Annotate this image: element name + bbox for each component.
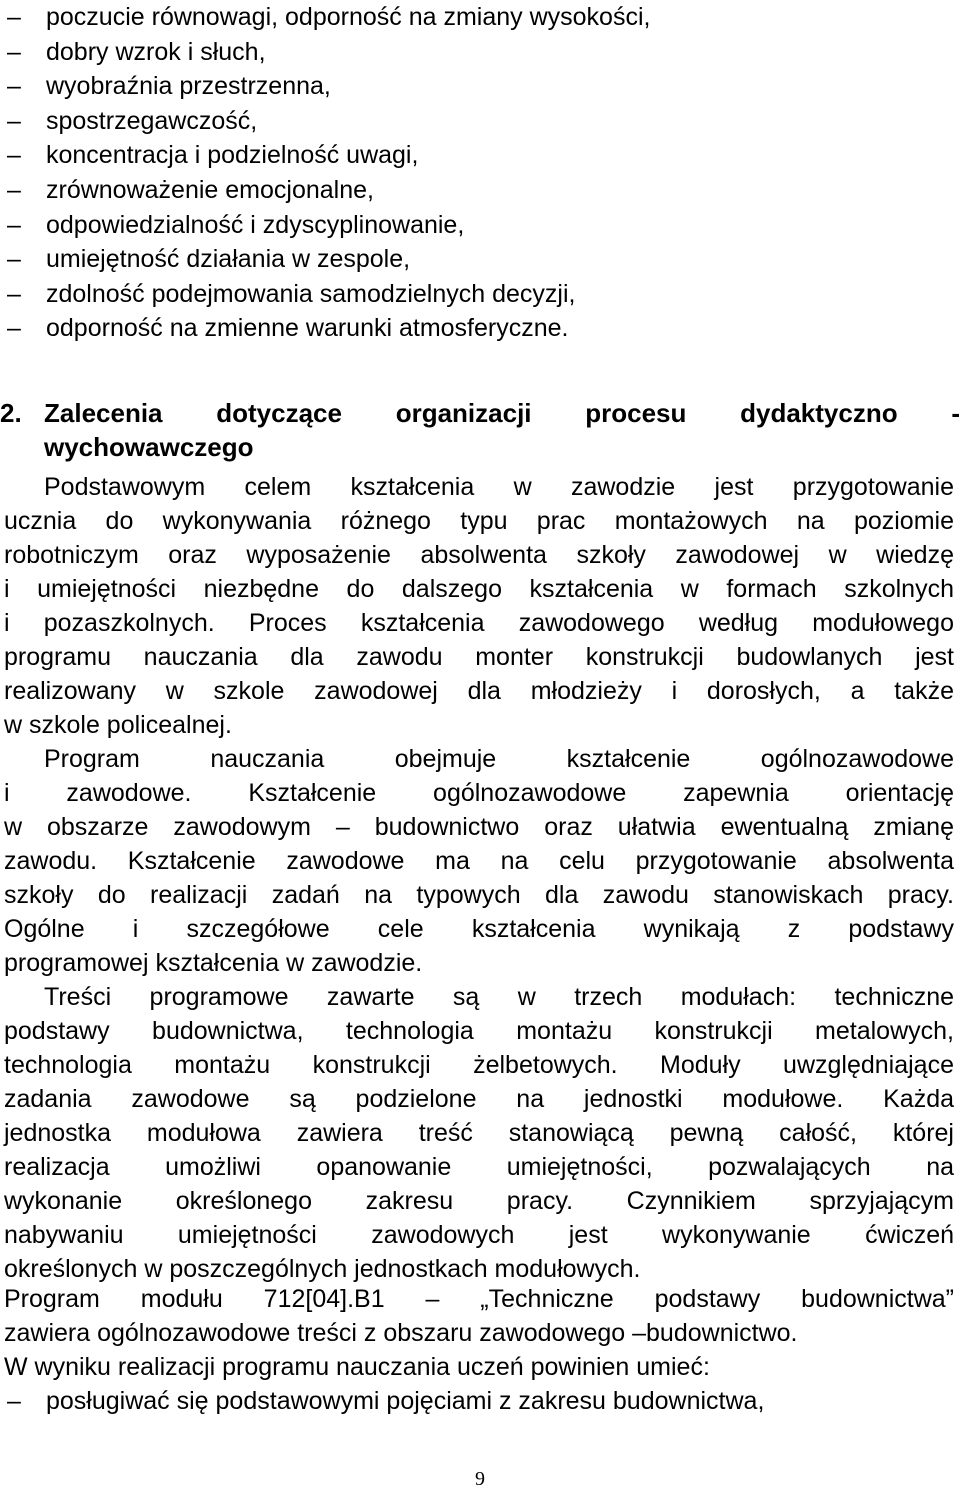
list-item-text: spostrzegawczość, <box>46 106 258 135</box>
paragraph-line: i pozaszkolnych. Proces kształcenia zawodowego według modułowego <box>4 609 954 637</box>
paragraph-line: nabywaniu umiejętności zawodowych jest wykonywanie ćwiczeń <box>4 1221 954 1249</box>
outcomes-list <box>0 1384 960 1419</box>
paragraph-line: szkoły do realizacji zadań na typowych dla zawodu stanowiskach pracy. <box>4 881 954 909</box>
paragraph-line: zadania zawodowe są podzielone na jednostki modułowe. Każda <box>4 1085 954 1113</box>
list-item <box>0 1384 960 1419</box>
list-item-text: zdolność podejmowania samodzielnych decyzji, <box>46 279 576 308</box>
paragraph-line: Program nauczania obejmuje kształcenie ogólnozawodowe <box>44 745 954 773</box>
section-number: 2. <box>0 398 22 428</box>
paragraph-module-program <box>4 1282 954 1350</box>
list-dash: – <box>7 141 21 170</box>
list-item <box>0 104 960 139</box>
list-item <box>0 311 960 346</box>
section-title-line: wychowawczego <box>44 432 254 462</box>
list-dash: – <box>7 3 21 31</box>
paragraph-line: jednostka modułowa zawiera treść stanowiącą pewną całość, której <box>4 1119 954 1147</box>
list-dash: – <box>7 72 21 101</box>
list-item <box>0 0 960 35</box>
paragraph-line: realizacja umożliwi opanowanie umiejętności, pozwalających na <box>4 1153 954 1181</box>
paragraph-line: i zawodowe. Kształcenie ogólnozawodowe zapewnia orientację <box>4 779 954 807</box>
paragraph-line: Podstawowym celem kształcenia w zawodzie jest przygotowanie <box>44 473 954 501</box>
list-item-text: umiejętność działania w zespole, <box>46 245 411 274</box>
list-item-text: odpowiedzialność i zdyscyplinowanie, <box>46 210 465 239</box>
list-item <box>0 277 960 312</box>
list-dash: – <box>7 106 21 135</box>
paragraph-line: podstawy budownictwa, technologia montażu konstrukcji metalowych, <box>4 1017 954 1045</box>
paragraph-line: programowej kształcenia w zawodzie. <box>4 949 423 977</box>
section-title-line: Zalecenia dotyczące organizacji procesu dydaktyczno - <box>44 398 960 428</box>
list-item <box>0 69 960 104</box>
list-item-text: zrównoważenie emocjonalne, <box>46 175 374 204</box>
list-item-text: koncentracja i podzielność uwagi, <box>46 141 419 170</box>
list-item <box>0 208 960 243</box>
paragraph-line: Treści programowe zawarte są w trzech modułach: techniczne <box>44 983 954 1011</box>
requirements-list <box>0 0 960 346</box>
list-item-text: odporność na zmienne warunki atmosferyczne. <box>46 314 569 343</box>
paragraph-line: w szkole policealnej. <box>4 711 232 739</box>
paragraph-outcomes-intro <box>4 1350 954 1384</box>
paragraph-line: programu nauczania dla zawodu monter konstrukcji budowlanych jest <box>4 643 954 671</box>
list-item <box>0 35 960 70</box>
paragraph-line: Ogólne i szczegółowe cele kształcenia wynikają z podstawy <box>4 915 954 943</box>
list-dash: – <box>7 314 21 343</box>
paragraph-line: realizowany w szkole zawodowej dla młodzieży i dorosłych, a także <box>4 677 954 705</box>
paragraph-line: zawiera ogólnozawodowe treści z obszaru zawodowego –budownictwo. <box>4 1319 798 1347</box>
list-dash: – <box>7 37 21 66</box>
list-dash: – <box>7 210 21 239</box>
paragraph-line: wykonanie określonego zakresu pracy. Czynnikiem sprzyjającym <box>4 1187 954 1215</box>
paragraph-training-goal <box>4 470 954 742</box>
paragraph-program-content <box>4 980 954 1286</box>
list-item <box>0 173 960 208</box>
paragraph-line: i umiejętności niezbędne do dalszego kształcenia w formach szkolnych <box>4 575 954 603</box>
list-item-text: poczucie równowagi, odporność na zmiany wysokości, <box>46 3 651 31</box>
section-heading <box>0 396 960 464</box>
list-item-text: posługiwać się podstawowymi pojęciami z zakresu budownictwa, <box>46 1387 765 1415</box>
paragraph-line: w obszarze zawodowym – budownictwo oraz ułatwia ewentualną zmianę <box>4 813 954 841</box>
list-item <box>0 242 960 277</box>
paragraph-line: określonych w poszczególnych jednostkach modułowych. <box>4 1255 641 1283</box>
paragraph-line: Program modułu 712[04].B1 – „Techniczne podstawy budownictwa” <box>4 1285 954 1313</box>
list-dash: – <box>7 279 21 308</box>
paragraph-line: robotniczym oraz wyposażenie absolwenta szkoły zawodowej w wiedzę <box>4 541 954 569</box>
paragraph-line: W wyniku realizacji programu nauczania uczeń powinien umieć: <box>4 1353 710 1381</box>
list-dash: – <box>7 1387 21 1415</box>
paragraph-line: ucznia do wykonywania różnego typu prac montażowych na poziomie <box>4 507 954 535</box>
paragraph-line: technologia montażu konstrukcji żelbetowych. Moduły uwzględniające <box>4 1051 954 1079</box>
paragraph-line: zawodu. Kształcenie zawodowe ma na celu przygotowanie absolwenta <box>4 847 954 875</box>
list-dash: – <box>7 245 21 274</box>
list-dash: – <box>7 175 21 204</box>
list-item-text: dobry wzrok i słuch, <box>46 37 266 66</box>
page-number: 9 <box>475 1468 485 1490</box>
paragraph-program-scope <box>4 742 954 980</box>
list-item <box>0 138 960 173</box>
list-item-text: wyobraźnia przestrzenna, <box>46 72 331 101</box>
